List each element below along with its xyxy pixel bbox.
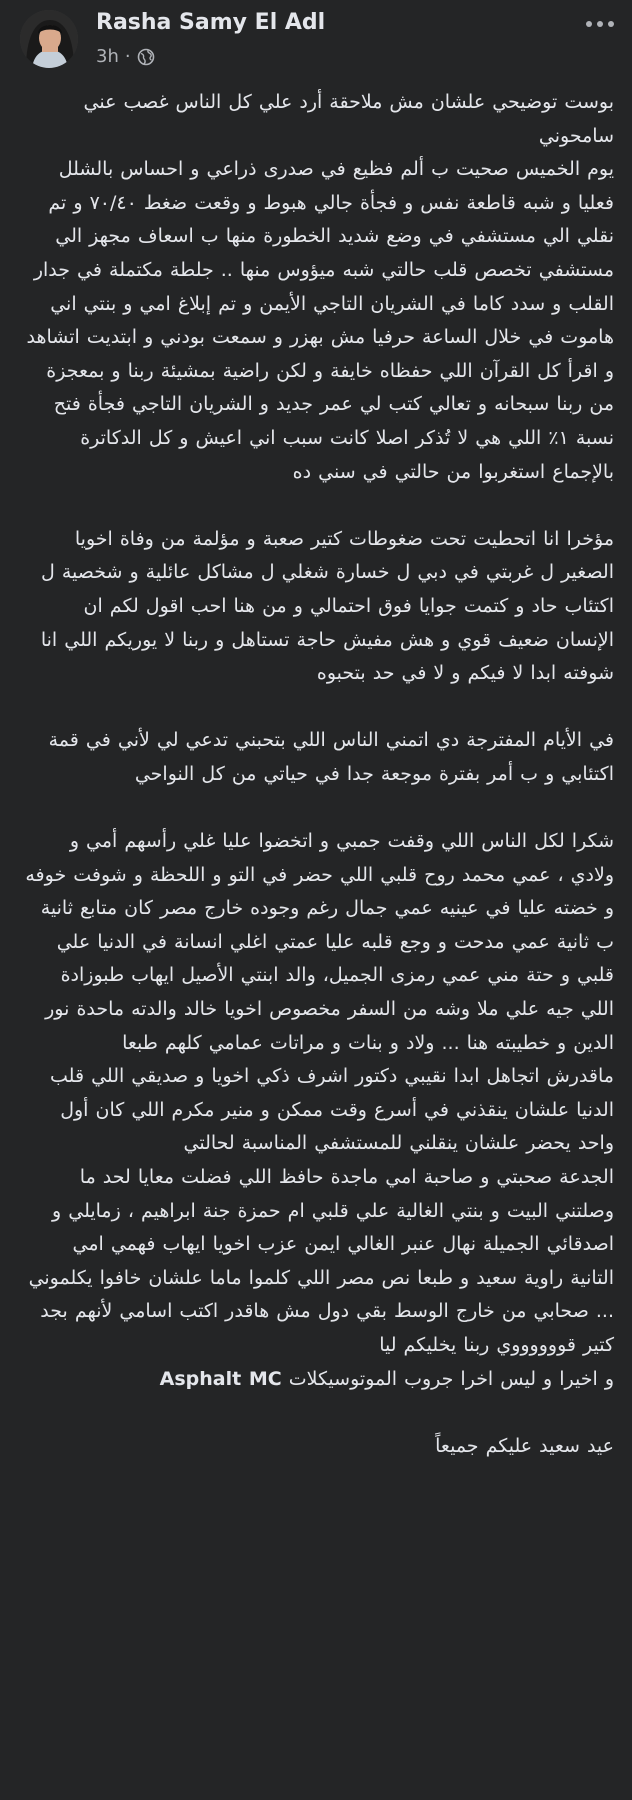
post-paragraph-closing xyxy=(24,1363,614,1397)
post-time[interactable]: 3h xyxy=(96,46,119,67)
meta-separator: · xyxy=(124,46,131,67)
closing-text: و اخيرا و ليس اخرا جروب الموتوسيكلات xyxy=(288,1367,614,1390)
post-paragraph: يوم الخميس صحيت ب ألم فظيع في صدرى ذراعي و احساس بالشلل فعليا و شبه قاطعة نفس و فجأة جالي هبوط و وقعت ضغط ٧٠/٤٠ و تم نقلي الي مستشفي في وضع شديد الخطورة منها ب اسعاف مجهز الي مستشفي تخصص قلب حالتي شبه ميؤوس منها .. جلطة مكتملة في جدار القلب و سدد كاما في الشريان التاجي الأيمن و تم إبلاغ امي و بنتي اني هاموت في خلال الساعة حرفيا مش بهزر و سمعت بودني و ابتديت اتشاهد و اقرأ كل القرآن اللي حفظاه خايفة و لكن راضية بمشيئة ربنا و بمعجزة من ربنا سبحانه و تعالي كتب لي عمر جديد و الشريان التاجي فجأة فتح نسبة ١٪ اللي هي لا تُذكر اصلا كانت سبب اني اعيش و كل الدكاترة بالإجماع استغربوا من حالتي في سني ده xyxy=(26,158,614,483)
post-paragraph: مؤخرا انا اتحطيت تحت ضغوطات كتير صعبة و مؤلمة من وفاة اخويا الصغير ل غربتي في دبي ل خسارة شغلي ل مشاكل عائلية و شخصية ل اكتئاب حاد و كتمت جوايا فوق احتمالي و من هنا احب اقول لكم ان الإنسان ضعيف قوي و هش مفيش حاجة تستاهل و ربنا لا يوريكم اللي انا شوفته ابدا لا فيكم و لا في حد بتحبوه xyxy=(40,527,614,685)
author-avatar[interactable] xyxy=(20,10,78,68)
post-paragraph: عيد سعيد عليكم جميعاً xyxy=(435,1434,614,1457)
post-meta xyxy=(96,46,155,67)
post-paragraph: الجدعة صحبتي و صاحبة امي ماجدة حافظ اللي فضلت معايا لحد ما وصلتني البيت و بنتي الغالية علي قلبي ام حمزة جنة ابراهيم ، زمايلي و اصدقائي الجميلة نهال عنبر الغالي ايمن عزب اخويا ايهاب فهمي امي التانية راوية سعيد و طبعا نص مصر اللي كلموا ماما علشان خافوا يكلموني ... صحابي من خارج الوسط بقي دول مش هاقدر اكتب اسامي لأنهم بجد كتير قووووووي ربنا يخليكم ليا xyxy=(28,1166,614,1356)
more-dot xyxy=(586,21,592,27)
post-header xyxy=(0,0,632,86)
globe-icon[interactable] xyxy=(137,48,155,66)
more-dot xyxy=(597,21,603,27)
post-text xyxy=(24,86,614,1463)
post-paragraph: شكرا لكل الناس اللي وقفت جمبي و اتخضوا عليا غلي رأسهم أمي و ولادي ، عمي محمد روح قلبي اللي حضر في التو و اللحظة و شوفت خوفه و خضته عليا في عينيه عمي جمال رغم وجوده خارج مصر كان متابع ثانية ب ثانية عمي مدحت و وجع قلبه عليا عمتي اغلي انسانة في الدنيا علي قلبي و حتة مني عمي رمزى الجميل، والد ابنتي الأصيل ايهاب طبوزادة اللي جيه علي ملا وشه من السفر مخصوص اخويا خالد والدته ماحدة نور الدين و خطيبته هنا ... ولاد و بنات و مراتات عمامي كلهم طبعا xyxy=(25,830,614,1054)
post-paragraph: في الأيام المفترجة دي اتمني الناس اللي بتحبني تدعي لي لأني في قمة اكتئابي و ب أمر بفترة موجعة جدا في حياتي من كل النواحي xyxy=(48,729,614,785)
author-name[interactable]: Rasha Samy El Adl xyxy=(96,10,326,35)
post-paragraph: بوست توضيحي علشان مش ملاحقة أرد علي كل الناس غصب عني سامحوني xyxy=(83,91,614,147)
more-options-icon[interactable] xyxy=(582,12,618,36)
more-dot xyxy=(608,21,614,27)
group-name: Asphalt MC xyxy=(159,1367,282,1390)
post-paragraph: ماقدرش اتجاهل ابدا نقيبي دكتور اشرف ذكي اخويا و صديقي اللي قلب الدنيا علشان ينقذني في أسرع وقت ممكن و منير مكرم اللي كان أول واحد يحضر علشان ينقلني للمستشفي المناسبة لحالتي xyxy=(50,1065,614,1155)
profile-photo-icon xyxy=(20,10,78,68)
